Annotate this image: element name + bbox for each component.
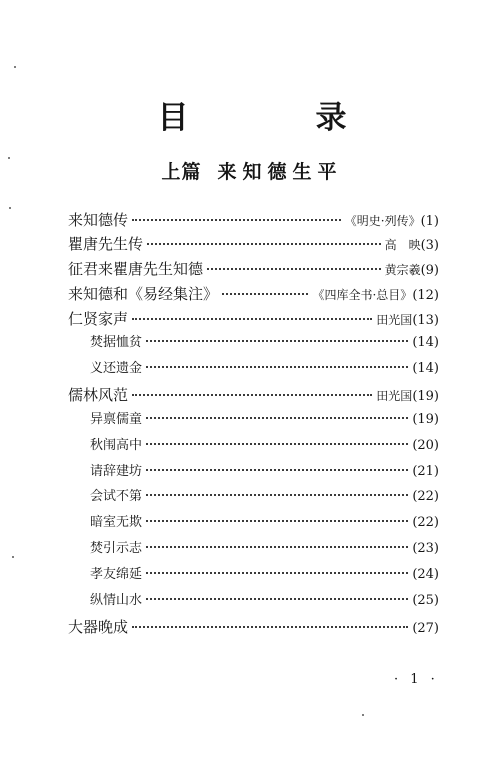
entry-page: (19) [412, 412, 439, 427]
entry-page: (23) [412, 541, 439, 556]
entry-page: (12) [412, 288, 439, 303]
entry-page: (20) [412, 438, 439, 453]
entry-title: 义还遗金 [90, 361, 143, 376]
entry-page: (3) [420, 238, 439, 253]
toc-entry[interactable] [68, 232, 439, 256]
entry-title: 纵情山水 [90, 593, 143, 608]
entry-page: (22) [412, 515, 439, 530]
toc-entry[interactable] [90, 589, 439, 613]
toc-entry[interactable] [90, 434, 439, 458]
toc-entry[interactable] [90, 563, 439, 587]
entry-title: 孝友绵延 [90, 567, 143, 582]
entry-title: 焚引示志 [90, 541, 143, 556]
toc-entry[interactable] [68, 615, 439, 639]
dot-leader [207, 268, 381, 270]
entry-page: (9) [420, 263, 439, 278]
entry-page: (24) [412, 567, 439, 582]
scan-speck [12, 556, 14, 558]
entry-source: 《四库全书·总目》 [312, 288, 413, 302]
entry-title: 来知德和《易经集注》 [68, 285, 219, 303]
scan-speck [362, 714, 364, 716]
page-number: · 1 · [394, 672, 439, 687]
section-heading [0, 158, 504, 186]
entry-page: (25) [412, 593, 439, 608]
dot-leader [146, 572, 408, 574]
entry-source: 黄宗羲 [384, 263, 421, 277]
toc-entry[interactable] [68, 257, 439, 281]
dot-leader [146, 340, 408, 342]
entry-title: 来知德传 [68, 211, 129, 229]
entry-title: 焚据恤贫 [90, 335, 143, 350]
dot-leader [146, 443, 408, 445]
entry-page: (1) [420, 214, 439, 229]
entry-title: 瞿唐先生传 [68, 235, 144, 253]
dot-leader [146, 366, 408, 368]
entry-page: (14) [412, 335, 439, 350]
entry-page: (27) [412, 621, 439, 636]
entry-page: (21) [412, 464, 439, 479]
entry-title: 会试不第 [90, 489, 143, 504]
entry-title: 请辞建坊 [90, 464, 143, 479]
dot-leader [147, 243, 381, 245]
entry-source: 高 映 [384, 238, 421, 252]
toc-entry[interactable] [68, 383, 439, 407]
dot-leader [132, 394, 372, 396]
entry-title: 异禀儒童 [90, 412, 143, 427]
entry-source: 《明史·列传》 [344, 214, 421, 228]
entry-source: 田光国 [376, 389, 413, 403]
toc-entry[interactable] [90, 460, 439, 484]
toc-entry[interactable] [90, 485, 439, 509]
entry-title: 儒林风范 [68, 386, 129, 404]
entry-title: 大器晚成 [68, 618, 129, 636]
toc-entry[interactable] [90, 408, 439, 432]
entry-title: 秋闱高中 [90, 438, 143, 453]
dot-leader [146, 417, 408, 419]
section-prefix: 上篇 [161, 161, 202, 183]
scan-speck [9, 207, 11, 209]
entry-page: (13) [412, 313, 439, 328]
toc-entry[interactable] [90, 511, 439, 535]
dot-leader [146, 598, 408, 600]
entry-page: (19) [412, 389, 439, 404]
entry-page: (22) [412, 489, 439, 504]
scan-speck [14, 66, 16, 68]
toc-entry[interactable] [68, 208, 439, 232]
dot-leader [132, 626, 408, 628]
dot-leader [146, 469, 408, 471]
toc-entry[interactable] [90, 357, 439, 381]
entry-title: 仁贤家声 [68, 310, 129, 328]
page-title: 目 录 [157, 100, 395, 136]
dot-leader [146, 494, 408, 496]
scan-speck [8, 157, 10, 159]
toc-entry[interactable] [68, 307, 439, 331]
toc-entry[interactable] [68, 282, 439, 306]
entry-title: 暗室无欺 [90, 515, 143, 530]
dot-leader [146, 520, 408, 522]
entry-page: (14) [412, 361, 439, 376]
toc-entry[interactable] [90, 537, 439, 561]
dot-leader [222, 293, 308, 295]
dot-leader [132, 219, 341, 221]
entry-title: 征君来瞿唐先生知德 [68, 260, 204, 278]
toc-entry[interactable] [90, 331, 439, 355]
section-name: 来知德生平 [217, 161, 343, 183]
dot-leader [132, 318, 372, 320]
entry-source: 田光国 [376, 313, 413, 327]
dot-leader [146, 546, 408, 548]
